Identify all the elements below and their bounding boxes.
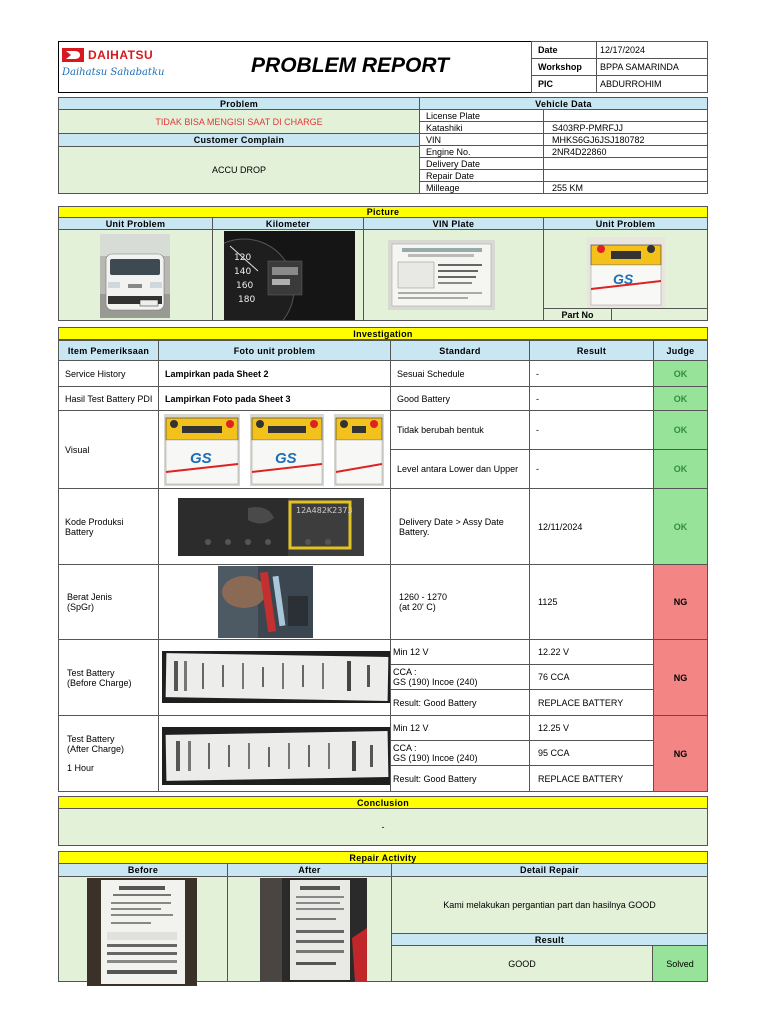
vin-plate-photo bbox=[388, 240, 495, 310]
visual-standard-2: Level antara Lower dan Upper bbox=[390, 449, 530, 489]
pdi-item: Hasil Test Battery PDI bbox=[58, 386, 159, 411]
kode-produksi-item-line1: Kode Produksi bbox=[65, 516, 124, 527]
kode-produksi-item-line2: Battery bbox=[65, 526, 94, 537]
test-before-item-line2: (Before Charge) bbox=[67, 677, 132, 688]
berat-jenis-result: 1125 bbox=[529, 564, 654, 640]
test-after-std-1: Min 12 V bbox=[390, 715, 530, 741]
vehicle-row-label: Engine No. bbox=[419, 145, 544, 158]
date-label: Date bbox=[531, 41, 597, 59]
date-value: 12/17/2024 bbox=[596, 41, 708, 59]
test-after-std-2-line1: CCA : bbox=[393, 743, 417, 753]
picture-col-vin-plate: VIN Plate bbox=[363, 217, 544, 230]
visual-battery-photo bbox=[250, 414, 324, 486]
pdi-judge: OK bbox=[653, 386, 708, 411]
vehicle-row-value: MHKS6GJ6JSJ180782 bbox=[543, 133, 708, 146]
test-before-item-line1: Test Battery bbox=[67, 667, 115, 678]
test-before-res-1: 12.22 V bbox=[529, 639, 654, 665]
repair-after-photo bbox=[260, 878, 367, 982]
repair-result-status: Solved bbox=[652, 945, 708, 982]
pic-label: PIC bbox=[531, 75, 597, 93]
service-history-item: Service History bbox=[58, 360, 159, 387]
visual-item: Visual bbox=[58, 410, 159, 489]
problem-text: TIDAK BISA MENGISI SAAT DI CHARGE bbox=[58, 109, 420, 134]
workshop-value: BPPA SAMARINDA bbox=[596, 58, 708, 76]
part-no-value bbox=[611, 308, 708, 321]
kode-produksi-item bbox=[58, 488, 159, 565]
daihatsu-emblem-icon bbox=[62, 48, 84, 62]
picture-col-kilometer: Kilometer bbox=[212, 217, 364, 230]
vehicle-row-label: Katashiki bbox=[419, 121, 544, 134]
daihatsu-logo bbox=[62, 46, 168, 84]
col-judge: Judge bbox=[653, 340, 708, 361]
kode-produksi-standard bbox=[390, 488, 530, 565]
repair-result-value: GOOD bbox=[391, 945, 653, 982]
brand-name: DAIHATSU bbox=[88, 48, 154, 62]
kode-produksi-standard-line2: Battery. bbox=[399, 526, 430, 537]
test-after-res-3: REPLACE BATTERY bbox=[529, 765, 654, 792]
brand-tagline: Daihatsu Sahabatku bbox=[62, 67, 165, 78]
kilometer-dashboard-photo bbox=[224, 231, 355, 320]
picture-col-unit-problem: Unit Problem bbox=[58, 217, 213, 230]
part-no-label: Part No bbox=[543, 308, 612, 321]
berat-jenis-item-line1: Berat Jenis bbox=[67, 592, 113, 602]
kode-produksi-result: 12/11/2024 bbox=[529, 488, 654, 565]
visual-judge-1: OK bbox=[653, 410, 708, 450]
page-title: PROBLEM REPORT bbox=[251, 54, 449, 77]
visual-battery-photo bbox=[334, 414, 384, 486]
col-standard: Standard bbox=[390, 340, 530, 361]
repair-col-before: Before bbox=[58, 863, 228, 877]
speedo-tick-180: 180 bbox=[238, 295, 256, 305]
test-before-std-1: Min 12 V bbox=[390, 639, 530, 665]
customer-complain-header: Customer Complain bbox=[58, 133, 420, 147]
kode-produksi-standard-line1: Delivery Date > Assy Date bbox=[399, 516, 504, 527]
test-after-judge: NG bbox=[653, 715, 708, 792]
speedo-tick-120: 120 bbox=[234, 253, 252, 263]
picture-header: Picture bbox=[58, 206, 708, 218]
test-after-std-2 bbox=[390, 740, 530, 766]
workshop-label: Workshop bbox=[531, 58, 597, 76]
unit-problem-battery-photo bbox=[587, 237, 665, 309]
vehicle-row-value: 255 KM bbox=[543, 181, 708, 194]
production-code-text: 12A482K2373 bbox=[296, 506, 353, 515]
vehicle-row-label: Repair Date bbox=[419, 169, 544, 182]
berat-jenis-standard-line1: 1260 - 1270 bbox=[399, 592, 448, 602]
berat-jenis-item bbox=[58, 564, 159, 640]
conclusion-text: - bbox=[58, 808, 708, 846]
visual-standard-1: Tidak berubah bentuk bbox=[390, 410, 530, 450]
visual-result-1: - bbox=[529, 410, 654, 450]
test-before-std-2 bbox=[390, 664, 530, 690]
visual-battery-photo bbox=[164, 414, 240, 486]
berat-jenis-item-line2: (SpGr) bbox=[67, 602, 94, 612]
service-history-result: - bbox=[529, 360, 654, 387]
test-after-res-1: 12.25 V bbox=[529, 715, 654, 741]
test-before-judge: NG bbox=[653, 639, 708, 716]
repair-activity-header: Repair Activity bbox=[58, 851, 708, 864]
vehicle-data-header: Vehicle Data bbox=[419, 97, 708, 110]
test-after-receipt-photo bbox=[162, 727, 390, 785]
investigation-header: Investigation bbox=[58, 327, 708, 340]
test-before-std-3: Result: Good Battery bbox=[390, 689, 530, 716]
repair-result-header: Result bbox=[391, 933, 708, 946]
vehicle-row-label: Milleage bbox=[419, 181, 544, 194]
berat-jenis-judge: NG bbox=[653, 564, 708, 640]
service-history-foto: Lampirkan pada Sheet 2 bbox=[158, 360, 391, 387]
vehicle-row-label: License Plate bbox=[419, 109, 544, 122]
visual-judge-2: OK bbox=[653, 449, 708, 489]
vehicle-row-value: 2NR4D22860 bbox=[543, 145, 708, 158]
berat-jenis-standard bbox=[390, 564, 530, 640]
test-after-res-2: 95 CCA bbox=[529, 740, 654, 766]
test-before-res-3: REPLACE BATTERY bbox=[529, 689, 654, 716]
pdi-standard: Good Battery bbox=[390, 386, 530, 411]
vehicle-row-value: S403RP-PMRFJJ bbox=[543, 121, 708, 134]
test-before-std-2-line2: GS (190) Incoe (240) bbox=[393, 677, 478, 687]
repair-col-detail: Detail Repair bbox=[391, 863, 708, 877]
test-after-std-2-line2: GS (190) Incoe (240) bbox=[393, 753, 478, 763]
test-after-item bbox=[58, 715, 159, 792]
customer-complain-text: ACCU DROP bbox=[58, 146, 420, 194]
test-after-item-line3: 1 Hour bbox=[67, 763, 95, 773]
conclusion-header: Conclusion bbox=[58, 796, 708, 809]
repair-detail-text: Kami melakukan pergantian part dan hasilnya GOOD bbox=[391, 876, 708, 934]
test-before-res-2: 76 CCA bbox=[529, 664, 654, 690]
service-history-judge: OK bbox=[653, 360, 708, 387]
speedo-tick-160: 160 bbox=[236, 281, 254, 291]
vehicle-row-label: VIN bbox=[419, 133, 544, 146]
repair-col-after: After bbox=[227, 863, 392, 877]
unit-problem-car-photo bbox=[100, 234, 170, 318]
repair-before-photo bbox=[87, 878, 197, 986]
battery-brand-gs: GS bbox=[275, 450, 297, 467]
col-item-pemeriksaan: Item Pemeriksaan bbox=[58, 340, 159, 361]
pic-value: ABDURROHIM bbox=[596, 75, 708, 93]
kode-produksi-photo bbox=[178, 498, 364, 556]
test-after-item-line2: (After Charge) bbox=[67, 744, 125, 754]
berat-jenis-standard-line2: (at 20' C) bbox=[399, 602, 436, 612]
col-result: Result bbox=[529, 340, 654, 361]
test-after-item-line1: Test Battery bbox=[67, 734, 115, 744]
col-foto-unit-problem: Foto unit problem bbox=[158, 340, 391, 361]
pdi-result: - bbox=[529, 386, 654, 411]
battery-brand-gs: GS bbox=[190, 450, 212, 467]
test-before-std-2-line1: CCA : bbox=[393, 667, 417, 677]
problem-header: Problem bbox=[58, 97, 420, 110]
battery-brand-gs: GS bbox=[613, 271, 634, 287]
test-after-std-3: Result: Good Battery bbox=[390, 765, 530, 792]
picture-col-unit-problem-2: Unit Problem bbox=[543, 217, 708, 230]
service-history-standard: Sesuai Schedule bbox=[390, 360, 530, 387]
hydrometer-photo bbox=[218, 566, 313, 638]
test-before-item bbox=[58, 639, 159, 716]
visual-result-2: - bbox=[529, 449, 654, 489]
vehicle-row-label: Delivery Date bbox=[419, 157, 544, 170]
speedo-tick-140: 140 bbox=[234, 267, 252, 277]
kode-produksi-judge: OK bbox=[653, 488, 708, 565]
test-before-receipt-photo bbox=[162, 651, 390, 703]
pdi-foto: Lampirkan Foto pada Sheet 3 bbox=[158, 386, 391, 411]
